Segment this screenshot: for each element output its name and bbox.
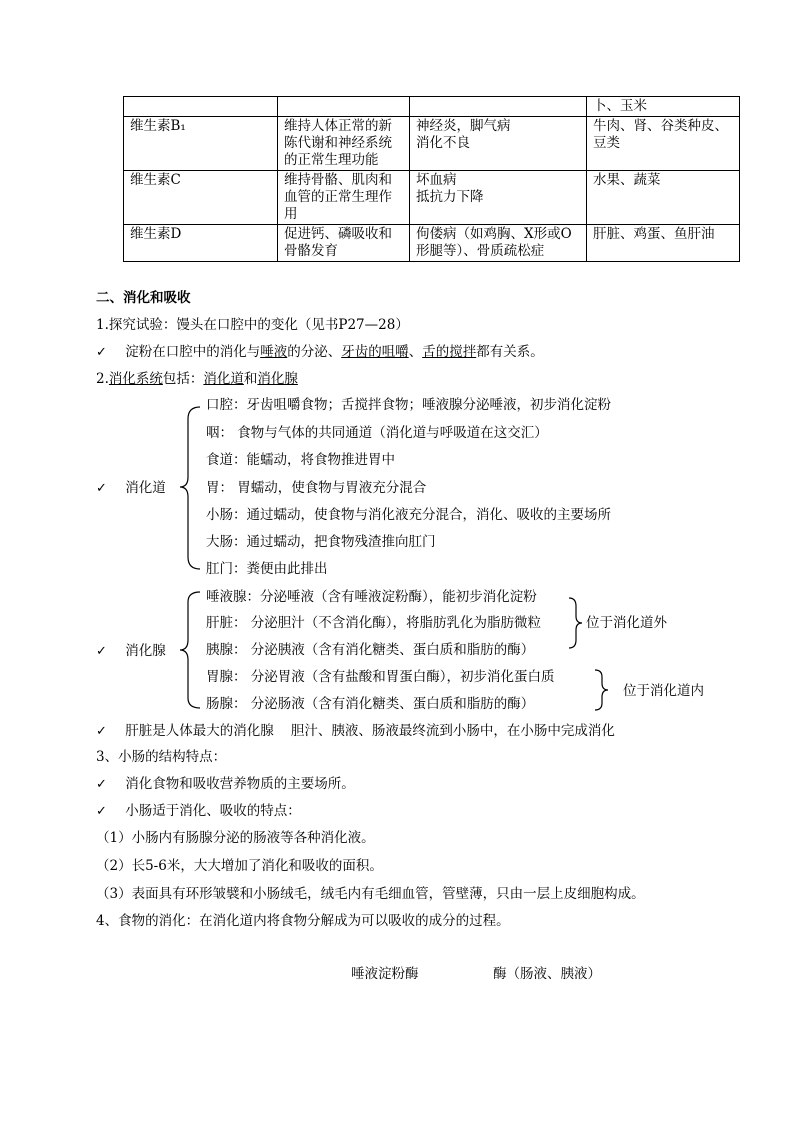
vitamin-name-cell: 维生素D xyxy=(124,225,278,262)
item-3-point: （2）长5-6米，大大增加了消化和吸收的面积。 xyxy=(96,858,383,874)
item-2-text: 2.消化系统包括：消化道和消化腺 xyxy=(96,371,298,387)
vitamin-deficiency-cell: 神经炎，脚气病 消化不良 xyxy=(410,117,587,171)
section-heading: 二、消化和吸收 xyxy=(96,290,191,306)
vitamin-name-cell xyxy=(124,97,278,117)
table-row xyxy=(124,97,740,117)
vitamin-deficiency-cell: 坏血病 抵抗力下降 xyxy=(410,171,587,225)
item-3-point: （1）小肠内有肠腺分泌的肠液等各种消化液。 xyxy=(96,830,375,846)
tract-item: 胃： 胃蠕动，使食物与胃液充分混合 xyxy=(206,480,427,496)
vitamin-sources-cell: 肝脏、鸡蛋、鱼肝油 xyxy=(587,225,740,262)
vitamin-name-cell: 维生素C xyxy=(124,171,278,225)
gland-label: 消化腺 xyxy=(125,643,166,659)
liver-note: ✓ 肝脏是人体最大的消化腺 胆汁、胰液、肠液最终流到小肠中，在小肠中完成消化 xyxy=(96,723,615,739)
tract-row-label xyxy=(96,479,166,498)
item-4-text: 4、食物的消化：在消化道内将食物分解成为可以吸收的成分的过程。 xyxy=(96,913,510,929)
vitamin-table xyxy=(123,96,740,262)
gland-row-label xyxy=(96,642,166,661)
note-line: ✓ 淀粉在口腔中的消化与唾液的分泌、牙齿的咀嚼、舌的搅拌都有关系。 xyxy=(96,344,544,360)
gland-item: 肝脏： 分泌胆汁（不含消化酶），将脂肪乳化为脂肪微粒 xyxy=(206,615,542,631)
vitamin-sources-cell: 卜、玉米 xyxy=(587,97,740,117)
item-1-text: 1.探究试验：馒头在口腔中的变化（见书P27—28） xyxy=(96,317,409,333)
vitamin-function-cell: 维持骨骼、肌肉和血管的正常生理作用 xyxy=(278,171,410,225)
tract-brace-icon xyxy=(176,405,206,575)
check-mark-icon: ✓ xyxy=(96,724,107,739)
enzyme-label: 唾液淀粉酶 xyxy=(351,966,419,982)
tract-item: 小肠：通过蠕动，使食物与消化液充分混合，消化、吸收的主要场所 xyxy=(206,507,611,523)
tract-item: 肛门：粪便由此排出 xyxy=(206,561,328,577)
gland-item: 胰腺： 分泌胰液（含有消化糖类、蛋白质和脂肪的酶） xyxy=(206,642,535,658)
outside-brace-icon xyxy=(566,596,586,652)
outside-label: 位于消化道外 xyxy=(586,615,667,631)
tract-item: 食道：能蠕动，将食物推进胃中 xyxy=(206,452,395,468)
check-mark-icon: ✓ xyxy=(96,481,107,496)
tract-item: 口腔：牙齿咀嚼食物；舌搅拌食物；唾液腺分泌唾液，初步消化淀粉 xyxy=(206,397,611,413)
vitamin-name-cell: 维生素B₁ xyxy=(124,117,278,171)
tract-item: 大肠：通过蠕动，把食物残渣推向肛门 xyxy=(206,534,436,550)
vitamin-function-cell: 维持人体正常的新陈代谢和神经系统的正常生理功能 xyxy=(278,117,410,171)
tract-item: 咽： 食物与气体的共同通道（消化道与呼吸道在这交汇） xyxy=(206,425,548,441)
gland-brace-icon xyxy=(176,590,206,715)
table-row xyxy=(124,117,740,171)
table-row xyxy=(124,171,740,225)
vitamin-function-cell xyxy=(278,97,410,117)
vitamin-sources-cell: 水果、蔬菜 xyxy=(587,171,740,225)
item-3-text: 3、小肠的结构特点： xyxy=(96,749,227,765)
check-mark-icon: ✓ xyxy=(96,345,107,360)
gland-item: 胃腺： 分泌胃液（含有盐酸和胃蛋白酶），初步消化蛋白质 xyxy=(206,669,555,685)
check-mark-icon: ✓ xyxy=(96,804,107,819)
item-3-note: ✓ 消化食物和吸收营养物质的主要场所。 xyxy=(96,776,355,792)
tract-label: 消化道 xyxy=(125,480,166,496)
inside-label: 位于消化道内 xyxy=(623,683,704,699)
table-row xyxy=(124,225,740,262)
vitamin-function-cell: 促进钙、磷吸收和骨骼发育 xyxy=(278,225,410,262)
item-3-point: （3）表面具有环形皱襞和小肠绒毛，绒毛内有毛细血管，管壁薄，只由一层上皮细胞构成。 xyxy=(96,886,645,902)
inside-brace-icon xyxy=(592,668,612,714)
check-mark-icon: ✓ xyxy=(96,644,107,659)
vitamin-deficiency-cell: 佝偻病（如鸡胸、X形或O形腿等）、骨质疏松症 xyxy=(410,225,587,262)
item-3-note: ✓ 小肠适于消化、吸收的特点： xyxy=(96,803,301,819)
vitamin-sources-cell: 牛肉、肾、谷类种皮、豆类 xyxy=(587,117,740,171)
gland-item: 肠腺： 分泌肠液（含有消化糖类、蛋白质和脂肪的酶） xyxy=(206,696,535,712)
enzyme-label: 酶（肠液、胰液） xyxy=(493,966,601,982)
check-mark-icon: ✓ xyxy=(96,777,107,792)
vitamin-deficiency-cell xyxy=(410,97,587,117)
gland-item: 唾液腺：分泌唾液（含有唾液淀粉酶），能初步消化淀粉 xyxy=(206,589,537,605)
